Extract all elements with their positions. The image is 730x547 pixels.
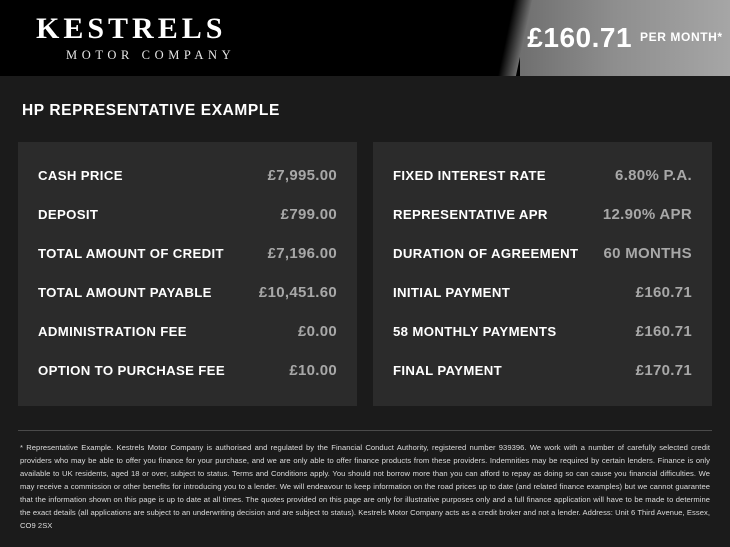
row-label: TOTAL AMOUNT OF CREDIT xyxy=(38,246,224,261)
row-label: CASH PRICE xyxy=(38,168,123,183)
price-amount: £160.71 xyxy=(527,22,633,53)
row-value: 60 MONTHS xyxy=(603,245,692,262)
table-row xyxy=(389,234,696,273)
row-label: FIXED INTEREST RATE xyxy=(393,168,546,183)
table-row xyxy=(389,156,696,195)
row-value: £7,196.00 xyxy=(267,245,337,262)
divider xyxy=(18,430,712,431)
monthly-price-panel xyxy=(520,0,730,76)
row-value: 12.90% APR xyxy=(602,206,692,223)
finance-table-left xyxy=(18,142,357,406)
row-value: £10.00 xyxy=(289,362,337,379)
table-row xyxy=(389,351,696,390)
row-label: INITIAL PAYMENT xyxy=(393,285,511,300)
row-value: £160.71 xyxy=(635,284,692,301)
table-row xyxy=(389,273,696,312)
brand-subtitle: MOTOR COMPANY xyxy=(66,48,236,63)
row-label: ADMINISTRATION FEE xyxy=(38,324,187,339)
row-label: FINAL PAYMENT xyxy=(393,363,503,378)
row-label: DURATION OF AGREEMENT xyxy=(393,246,579,261)
table-row xyxy=(34,312,341,351)
page-header xyxy=(0,0,730,76)
row-value: £10,451.60 xyxy=(258,284,337,301)
row-value: £160.71 xyxy=(635,323,692,340)
finance-details-tables xyxy=(0,142,730,406)
brand-name: KESTRELS xyxy=(36,11,227,45)
row-label: DEPOSIT xyxy=(38,207,99,222)
table-row xyxy=(34,234,341,273)
table-row xyxy=(34,273,341,312)
table-row xyxy=(34,195,341,234)
row-label: OPTION TO PURCHASE FEE xyxy=(38,363,225,378)
brand-logo xyxy=(0,0,520,76)
finance-table-right xyxy=(373,142,712,406)
table-row xyxy=(389,195,696,234)
page-title: HP REPRESENTATIVE EXAMPLE xyxy=(0,76,730,142)
row-value: 6.80% P.A. xyxy=(615,167,692,184)
row-label: TOTAL AMOUNT PAYABLE xyxy=(38,285,212,300)
row-label: REPRESENTATIVE APR xyxy=(393,207,548,222)
row-value: £7,995.00 xyxy=(267,167,337,184)
disclaimer-text: * Representative Example. Kestrels Motor Company is authorised and regulated by the Financial Conduct Authority, registered number 939396. We work with a number of carefully selected credit providers who may be able to offer you finance for your purchase, and we are only able to offer finance products from these providers. Indemnities may be required by certain lenders. Finance is only available to UK residents, aged 18 or over, subject to status. Terms and Conditions apply. You should not borrow more than you can afford to repay as doing so can cause you financial difficulties. We may receive a commission or other benefits for introducing you to a lender. We will endeavour to keep information on the road prices up to date (and related finance examples) but we cannot guarantee that the information shown on this page is up to date at all times. The quotes provided on this page are only for illustrative purposes only and a full finance application will have to be made to determine the exact details (all applications are subject to an underwriting decision and are subject to status). Kestrels Motor Company acts as a credit broker and not a lender. Address: Unit 6 Third Avenue, Essex, CO9 2SX xyxy=(20,443,710,531)
disclaimer-section xyxy=(0,406,730,532)
row-value: £0.00 xyxy=(297,323,337,340)
price-period-label: PER MONTH* xyxy=(640,30,723,44)
row-value: £170.71 xyxy=(635,362,692,379)
table-row xyxy=(34,156,341,195)
row-label: 58 MONTHLY PAYMENTS xyxy=(393,324,557,339)
table-row xyxy=(34,351,341,390)
table-row xyxy=(389,312,696,351)
row-value: £799.00 xyxy=(280,206,337,223)
